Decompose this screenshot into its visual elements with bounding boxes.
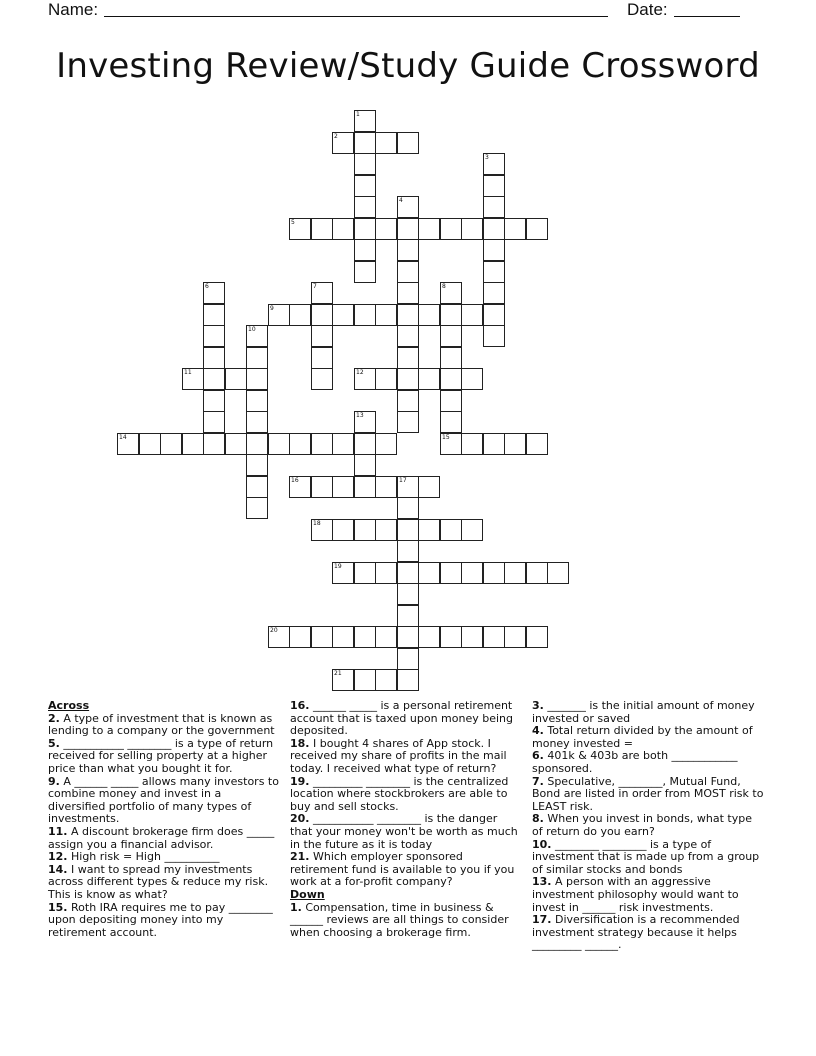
clue-item-text: When you invest in bonds, what type of return do you earn? [532,812,752,838]
down-heading: Down [290,887,325,901]
clue-item-number: 21. [290,850,310,864]
clue-item-number: 1. [290,900,302,914]
clue-item [48,713,280,738]
clue-item-text: A ______ _____ allows many investors to combine money and invest in a diversified portfolio of many types of investments. [48,774,279,826]
grid-cell[interactable] [440,218,462,240]
clue-item-text: I want to spread my investments across different types & reduce my risk. This is know as what? [48,862,269,901]
grid-cell[interactable] [375,626,397,648]
clue-item [48,902,280,940]
clue-item-number: 3. [532,699,544,712]
clue-item-text: ___________ ________ is the danger that your money won't be worth as much in the future as it is today [290,812,518,851]
grid-cell[interactable] [311,282,333,304]
clue-item [532,839,764,877]
grid-cell[interactable] [397,282,419,304]
grid-cell[interactable] [246,411,268,433]
grid-cell[interactable] [461,433,483,455]
grid-cell[interactable] [397,476,419,498]
clue-item [532,813,764,838]
clue-item-text: Total return divided by the amount of money invested = [532,724,753,750]
clue-number: 14 [119,434,127,441]
clue-item-number: 16. [290,699,310,712]
grid-cell[interactable] [526,218,548,240]
grid-cell[interactable] [354,519,376,541]
grid-cell[interactable] [397,626,419,648]
grid-cell[interactable] [397,519,419,541]
grid-cell[interactable] [289,476,311,498]
grid-cell[interactable] [354,454,376,476]
grid-cell[interactable] [289,218,311,240]
grid-cell[interactable] [203,368,225,390]
grid-cell[interactable] [311,325,333,347]
grid-cell[interactable] [225,368,247,390]
grid-cell[interactable] [354,132,376,154]
grid-cell[interactable] [311,519,333,541]
clue-item-number: 5. [48,736,60,750]
grid-cell[interactable] [225,433,247,455]
clue-number: 9 [270,305,274,312]
grid-cell[interactable] [246,497,268,519]
grid-cell[interactable] [504,433,526,455]
clue-item-text: I bought 4 shares of App stock. I received my share of profits in the mail today. I received what type of return? [290,736,507,775]
grid-cell[interactable] [332,669,354,691]
clue-item-number: 13. [532,875,552,889]
grid-cell[interactable] [440,282,462,304]
grid-cell[interactable] [311,626,333,648]
grid-cell[interactable] [246,476,268,498]
clue-item [48,864,280,902]
grid-cell[interactable] [246,433,268,455]
clue-item-number: 12. [48,850,68,864]
grid-cell[interactable] [397,347,419,369]
grid-cell[interactable] [354,196,376,218]
clue-number: 13 [356,412,364,419]
grid-cell[interactable] [504,218,526,240]
grid-cell[interactable] [289,626,311,648]
grid-cell[interactable] [461,519,483,541]
grid-cell[interactable] [375,433,397,455]
clue-column-2 [290,700,522,939]
grid-cell[interactable] [332,476,354,498]
down-clue-list-continued [532,700,764,952]
grid-cell[interactable] [526,562,548,584]
grid-cell[interactable] [354,218,376,240]
name-label: Name: [48,0,99,19]
grid-cell[interactable] [203,390,225,412]
grid-cell[interactable] [332,433,354,455]
grid-cell[interactable] [418,476,440,498]
clue-number: 16 [291,477,299,484]
grid-cell[interactable] [354,433,376,455]
clue-column-3 [532,700,764,952]
clue-number: 11 [184,369,192,376]
clue-item [48,776,280,826]
grid-cell[interactable] [461,562,483,584]
grid-cell[interactable] [397,390,419,412]
grid-cell[interactable] [354,476,376,498]
clue-item-text: Speculative, ________, Mutual Fund, Bond are listed in order from MOST risk to LEAST risk. [532,774,764,813]
grid-cell[interactable] [375,368,397,390]
grid-cell[interactable] [268,626,290,648]
grid-cell[interactable] [397,261,419,283]
clue-item-number: 14. [48,862,68,876]
clue-item-number: 6. [532,749,544,763]
clue-item-text: A person with an aggressive investment philosophy would want to invest in ______ risk investments. [532,875,739,914]
clue-item-number: 18. [290,736,310,750]
grid-cell[interactable] [354,411,376,433]
grid-cell[interactable] [375,669,397,691]
clue-item-text: High risk = High __________ [67,850,220,864]
clue-item-text: ___________ ________ is a type of return received for selling property at a higher price than what you bought it for. [48,736,274,775]
grid-cell[interactable] [246,368,268,390]
grid-cell[interactable] [461,304,483,326]
clue-item [532,725,764,750]
grid-cell[interactable] [483,282,505,304]
grid-cell[interactable] [397,540,419,562]
clue-number: 5 [291,219,295,226]
clue-item-text: ______ _____ is a personal retirement account that is taxed upon money being deposited. [290,699,514,738]
grid-cell[interactable] [311,433,333,455]
grid-cell[interactable] [461,368,483,390]
grid-cell[interactable] [504,562,526,584]
clue-number: 1 [356,111,360,118]
clue-item [290,851,522,889]
grid-cell[interactable] [483,562,505,584]
grid-cell[interactable] [397,411,419,433]
clue-item-number: 9. [48,774,60,788]
grid-cell[interactable] [311,218,333,240]
grid-cell[interactable] [526,433,548,455]
grid-cell[interactable] [440,304,462,326]
grid-cell[interactable] [354,669,376,691]
grid-cell[interactable] [246,454,268,476]
grid-cell[interactable] [397,605,419,627]
grid-cell[interactable] [397,368,419,390]
grid-cell[interactable] [483,325,505,347]
grid-cell[interactable] [246,347,268,369]
grid-cell[interactable] [397,325,419,347]
clue-column-1 [48,700,280,939]
grid-cell[interactable] [440,519,462,541]
clue-item-number: 4. [532,724,544,738]
clue-item-number: 20. [290,812,310,826]
grid-cell[interactable] [483,196,505,218]
clue-number: 17 [399,477,407,484]
grid-cell[interactable] [440,325,462,347]
clue-item [48,826,280,851]
grid-cell[interactable] [483,304,505,326]
grid-cell[interactable] [397,196,419,218]
grid-cell[interactable] [289,433,311,455]
grid-cell[interactable] [397,669,419,691]
clue-item-number: 17. [532,913,552,927]
grid-cell[interactable] [268,433,290,455]
clue-number: 18 [313,520,321,527]
grid-cell[interactable] [440,411,462,433]
clue-item-number: 7. [532,774,544,788]
grid-cell[interactable] [268,304,290,326]
clue-item-text: Roth IRA requires me to pay ________ upon depositing money into my retirement account. [48,900,273,939]
grid-cell[interactable] [203,282,225,304]
clue-item-number: 2. [48,711,60,725]
grid-cell[interactable] [332,519,354,541]
clue-item [48,738,280,776]
grid-cell[interactable] [117,433,139,455]
across-heading: Across [48,699,90,712]
grid-cell[interactable] [354,626,376,648]
grid-cell[interactable] [397,562,419,584]
grid-cell[interactable] [354,261,376,283]
clue-item-text: ________ ________ is a type of investment that is made up from a group of similar stocks and bonds [532,837,760,876]
clue-item [290,776,522,814]
clue-item-text: _______ is the initial amount of money invested or saved [532,699,755,725]
grid-cell[interactable] [246,390,268,412]
clue-number: 10 [248,326,256,333]
clue-number: 6 [205,283,209,290]
clue-item-number: 8. [532,812,544,826]
clue-item-number: 15. [48,900,68,914]
clue-item-text: A discount brokerage firm does _____ assign you a financial advisor. [48,824,275,851]
grid-cell[interactable] [483,218,505,240]
grid-cell[interactable] [332,562,354,584]
grid-cell[interactable] [483,626,505,648]
grid-cell[interactable] [483,239,505,261]
clue-item [532,776,764,814]
grid-cell[interactable] [203,411,225,433]
grid-cell[interactable] [397,239,419,261]
clue-item [290,813,522,851]
clue-item-number: 11. [48,824,68,838]
clue-number: 8 [442,283,446,290]
grid-cell[interactable] [311,347,333,369]
grid-cell[interactable] [354,153,376,175]
grid-cell[interactable] [418,519,440,541]
grid-cell[interactable] [483,433,505,455]
grid-cell[interactable] [139,433,161,455]
clue-number: 3 [485,154,489,161]
grid-cell[interactable] [375,218,397,240]
clue-item-text: Diversification is a recommended investment strategy because it helps _________ ______. [532,913,740,952]
grid-cell[interactable] [440,626,462,648]
clue-item [532,700,764,725]
grid-cell[interactable] [375,476,397,498]
grid-cell[interactable] [418,562,440,584]
grid-cell[interactable] [375,132,397,154]
grid-cell[interactable] [203,325,225,347]
grid-cell[interactable] [397,218,419,240]
grid-cell[interactable] [203,347,225,369]
clue-item [532,876,764,914]
clue-item-text: 401k & 403b are both ____________ sponsored. [532,749,738,775]
grid-cell[interactable] [504,626,526,648]
grid-cell[interactable] [440,368,462,390]
grid-cell[interactable] [203,433,225,455]
down-clue-list [290,902,522,940]
clue-item [532,914,764,952]
grid-cell[interactable] [375,304,397,326]
grid-cell[interactable] [332,626,354,648]
grid-cell[interactable] [354,304,376,326]
grid-cell[interactable] [461,218,483,240]
clue-item [290,738,522,776]
grid-cell[interactable] [332,132,354,154]
clue-item [532,750,764,775]
grid-cell[interactable] [203,304,225,326]
clue-item-text: Which employer sponsored retirement fund is available to you if you work at a for-profit company? [290,850,515,889]
across-clue-list-continued [290,700,522,889]
clue-number: 21 [334,670,342,677]
clue-item [290,700,522,738]
grid-cell[interactable] [311,304,333,326]
clue-number: 15 [442,434,450,441]
clue-item-number: 19. [290,774,310,788]
grid-cell[interactable] [397,648,419,670]
grid-cell[interactable] [440,347,462,369]
grid-cell[interactable] [289,304,311,326]
grid-cell[interactable] [397,304,419,326]
grid-cell[interactable] [311,476,333,498]
grid-cell[interactable] [397,132,419,154]
grid-cell[interactable] [483,175,505,197]
clue-item [290,902,522,940]
grid-cell[interactable] [547,562,569,584]
clue-item-number: 10. [532,837,552,851]
grid-cell[interactable] [440,562,462,584]
grid-cell[interactable] [375,562,397,584]
clue-item-text: A type of investment that is known as lending to a company or the government [48,711,275,738]
grid-cell[interactable] [461,626,483,648]
grid-cell[interactable] [397,497,419,519]
grid-cell[interactable] [182,433,204,455]
grid-cell[interactable] [311,368,333,390]
grid-cell[interactable] [418,304,440,326]
grid-cell[interactable] [526,626,548,648]
page-title: Investing Review/Study Guide Crossword [56,46,760,86]
grid-cell[interactable] [418,368,440,390]
grid-cell[interactable] [354,175,376,197]
grid-cell[interactable] [354,368,376,390]
grid-cell[interactable] [375,519,397,541]
grid-cell[interactable] [418,626,440,648]
across-clue-list [48,713,280,940]
grid-cell[interactable] [332,304,354,326]
grid-cell[interactable] [246,325,268,347]
clue-number: 20 [270,627,278,634]
clue-number: 4 [399,197,403,204]
grid-cell[interactable] [354,239,376,261]
clue-item-text: Compensation, time in business & ______ reviews are all things to consider when choosing a brokerage firm. [290,900,509,939]
grid-cell[interactable] [397,583,419,605]
date-label: Date: [627,0,668,19]
clue-number: 7 [313,283,317,290]
grid-cell[interactable] [354,562,376,584]
grid-cell[interactable] [418,218,440,240]
grid-cell[interactable] [354,110,376,132]
grid-cell[interactable] [483,153,505,175]
grid-cell[interactable] [332,218,354,240]
grid-cell[interactable] [440,390,462,412]
clue-number: 2 [334,133,338,140]
grid-cell[interactable] [483,261,505,283]
clue-item-text: _________ ________ is the centralized location where stockbrokers are able to buy and sell stocks. [290,774,509,813]
grid-cell[interactable] [160,433,182,455]
clue-number: 19 [334,563,342,570]
clue-number: 12 [356,369,364,376]
grid-cell[interactable] [182,368,204,390]
grid-cell[interactable] [440,433,462,455]
